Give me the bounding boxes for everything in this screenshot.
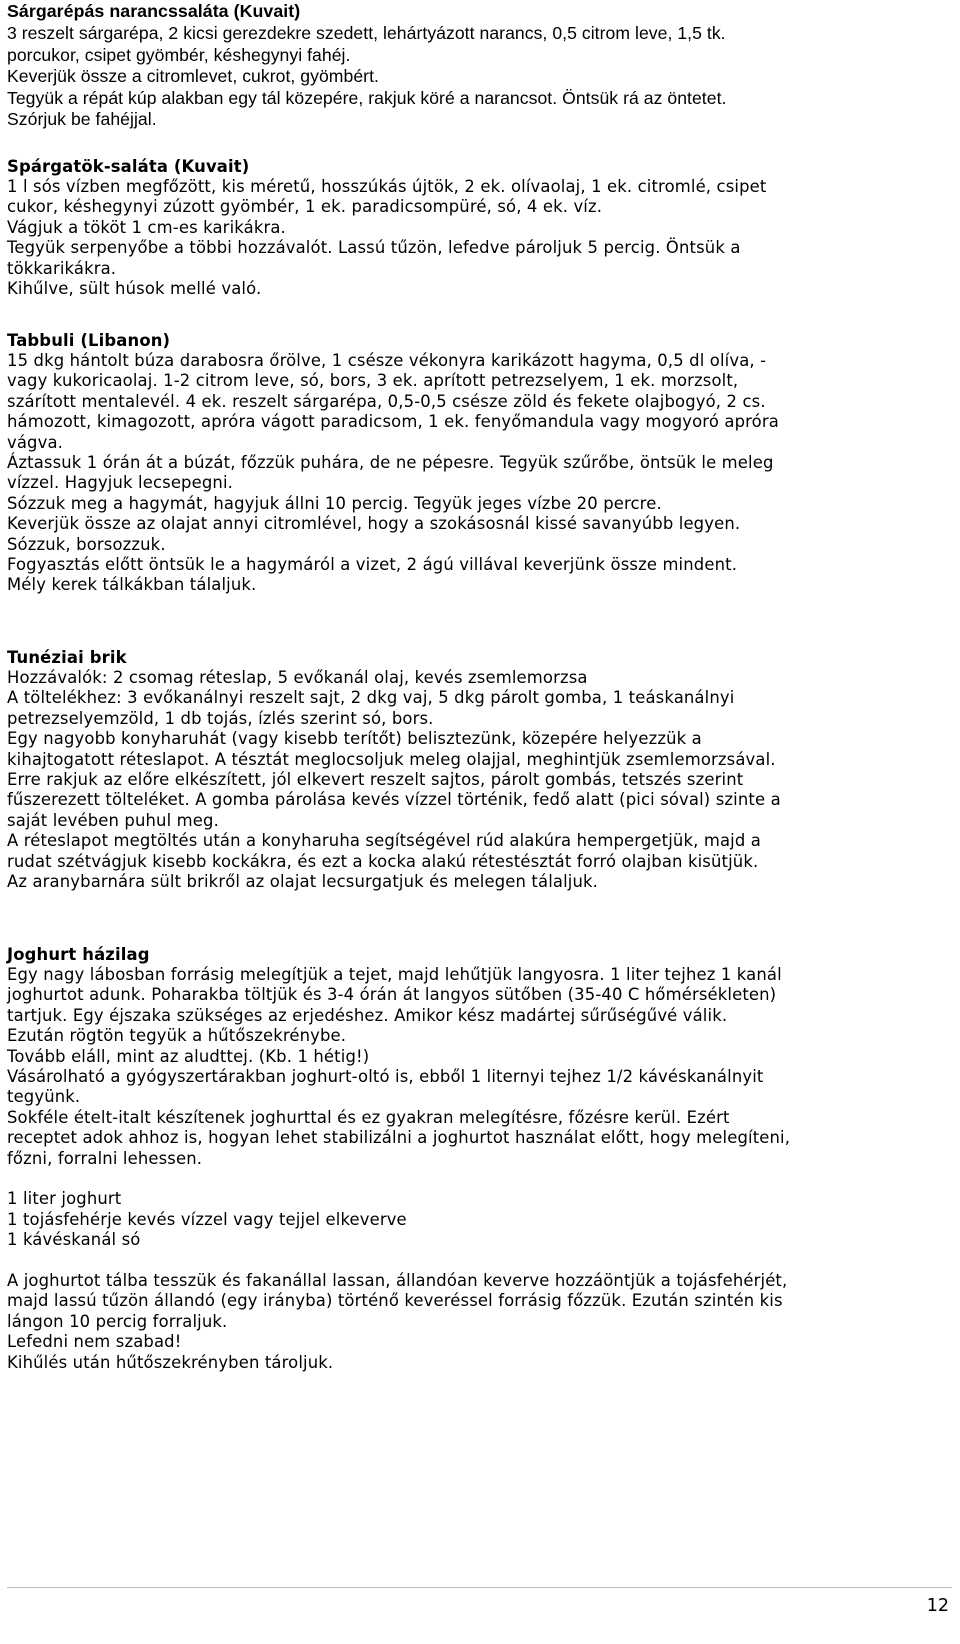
text-line: Sózzuk meg a hagymát, hagyjuk állni 10 percig. Tegyük jeges vízbe 20 percre. [7,493,662,513]
recipe-title: Spárgatök-saláta (Kuvait) [7,157,250,176]
text-line: tegyünk. [7,1087,81,1107]
text-line: tartjuk. Egy éjszaka szükséges az erjedéshez. Amikor kész madártej sűrűségűvé válik. [7,1005,728,1025]
text-line: saját levében puhul meg. [7,810,219,830]
text-line: Lefedni nem szabad! [7,1332,182,1352]
blank-line [7,1251,952,1271]
recipe-section [7,944,952,1373]
text-line: receptet adok ahhoz is, hogyan lehet stabilizálni a joghurtot használat előtt, hogy melegíteni, [7,1128,791,1148]
text-line: kihajtogatott réteslapot. A tésztát meglocsoljuk meleg olajjal, meghintjük zsemlemorzsával. [7,749,776,769]
recipe-title: Sárgarépás narancssaláta (Kuvait) [7,1,301,21]
text-line: Vágjuk a tököt 1 cm-es karikákra. [7,217,286,237]
text-line: joghurtot adunk. Poharakba töltjük és 3-4 órán át langyos sütőben (35-40 C hőmérsékleten) [7,985,777,1005]
text-line: fűszerezett tölteléket. A gomba párolása kevés vízzel történik, fedő alatt (pici sóval) szinte a [7,790,781,810]
blank-line [7,1169,952,1189]
page-number: 12 [926,1596,949,1616]
text-line: Tegyük serpenyőbe a többi hozzávalót. Lassú tűzön, lefedve pároljuk 5 percig. Öntsük a [7,238,741,258]
text-line: 1 liter joghurt [7,1189,122,1209]
recipe-section [7,330,952,596]
footer-divider [7,1587,952,1588]
recipe-title: Tabbuli (Libanon) [7,331,171,350]
recipe-section [7,647,952,892]
text-line: vagy kukoricaolaj. 1-2 citrom leve, só, bors, 3 ek. aprított petrezselyem, 1 ek. morzsolt, [7,371,739,391]
text-line: tökkarikákra. [7,258,117,278]
text-line: Keverjük össze a citromlevet, cukrot, gyömbért. [7,66,379,86]
text-line: petrezselyemzöld, 1 db tojás, ízlés szerint só, bors. [7,708,434,728]
text-line: Tovább eláll, mint az aludttej. (Kb. 1 hétig!) [7,1046,370,1066]
text-line: Kihűlve, sült húsok mellé való. [7,279,262,299]
text-line: A töltelékhez: 3 evőkanálnyi reszelt sajt, 2 dkg vaj, 5 dkg párolt gomba, 1 teáskanálnyi [7,688,735,708]
text-line: lángon 10 percig forraljuk. [7,1311,228,1331]
text-line: cukor, késhegynyi zúzott gyömbér, 1 ek. paradicsompüré, só, 4 ek. víz. [7,197,603,217]
text-line: hámozott, kimagozott, apróra vágott paradicsom, 1 ek. fenyőmandula vagy mogyoró apróra [7,412,779,432]
text-line: szárított mentalevél. 4 ek. reszelt sárgarépa, 0,5-0,5 csésze zöld és fekete olajbogyó, 2 cs. [7,391,766,411]
text-line: rudat szétvágjuk kisebb kockákra, és ezt a kocka alakú rétestésztát forró olajban kisütjük. [7,851,759,871]
recipe-title: Joghurt házilag [7,945,150,964]
text-line: Szórjuk be fahéjjal. [7,109,157,129]
text-line: Egy nagyobb konyharuhát (vagy kisebb terítőt) belisztezünk, közepére helyezzük a [7,729,702,749]
text-line: porcukor, csipet gyömbér, késhegynyi fahéj. [7,44,351,65]
text-line: Egy nagy lábosban forrásig melegítjük a tejet, majd lehűtjük langyosra. 1 liter tejhez 1 kanál [7,965,782,984]
text-line: Sokféle ételt-italt készítenek joghurttal és ez gyakran melegítésre, főzésre kerül. Ezért [7,1107,730,1127]
text-line: majd lassú tűzön állandó (egy irányba) történő keveréssel forrásig főzzük. Ezután szintén kis [7,1291,783,1311]
text-line: A joghurtot tálba tesszük és fakanállal lassan, állandóan keverve hozzáöntjük a tojásfehérjét, [7,1271,788,1291]
text-line: Erre rakjuk az előre elkészített, jól elkevert reszelt sajtos, párolt gombás, tetszés szerint [7,770,744,790]
recipe-title: Tunéziai brik [7,648,127,667]
text-line: Sózzuk, borsozzuk. [7,534,166,554]
text-line: 1 kávéskanál só [7,1230,141,1250]
text-line: vágva. [7,432,64,452]
text-line: főzni, forralni lehessen. [7,1148,203,1168]
text-line: Keverjük össze az olajat annyi citromlével, hogy a szokásosnál kissé savanyúbb legyen. [7,514,741,534]
text-line: 1 l sós vízben megfőzött, kis méretű, hosszúkás újtök, 2 ek. olívaolaj, 1 ek. citromlé, csipet [7,177,767,196]
text-line: Mély kerek tálkákban tálaljuk. [7,575,257,595]
text-line: Hozzávalók: 2 csomag réteslap, 5 evőkanál olaj, kevés zsemlemorzsa [7,668,588,687]
text-line: Az aranybarnára sült brikről az olajat lecsurgatjuk és melegen tálaljuk. [7,872,599,892]
recipe-section [7,156,952,299]
recipe-section [7,0,952,131]
text-line: Kihűlés után hűtőszekrényben tároljuk. [7,1352,334,1372]
text-line: Fogyasztás előtt öntsük le a hagymáról a vizet, 2 ágú villával keverjünk össze mindent. [7,555,738,575]
text-line: A réteslapot megtöltés után a konyharuha segítségével rúd alakúra hempergetjük, majd a [7,831,761,851]
text-line: vízzel. Hagyjuk lecsepegni. [7,473,234,493]
text-line: Ezután rögtön tegyük a hűtőszekrénybe. [7,1026,347,1046]
text-line: 1 tojásfehérje kevés vízzel vagy tejjel elkeverve [7,1209,407,1229]
text-line: Tegyük a répát kúp alakban egy tál közepére, rakjuk köré a narancsot. Öntsük rá az öntetet. [7,87,727,108]
text-line: Vásárolható a gyógyszertárakban joghurt-oltó is, ebből 1 liternyi tejhez 1/2 kávéskanálnyit [7,1067,764,1087]
text-line: 3 reszelt sárgarépa, 2 kicsi gerezdekre szedett, lehártyázott narancs, 0,5 citrom leve, 1,5 tk. [7,23,726,43]
text-line: 15 dkg hántolt búza darabosra őrölve, 1 csésze vékonyra karikázott hagyma, 0,5 dl olíva, - [7,351,767,370]
text-line: Áztassuk 1 órán át a búzát, főzzük puhára, de ne pépesre. Tegyük szűrőbe, öntsük le meleg [7,453,774,473]
